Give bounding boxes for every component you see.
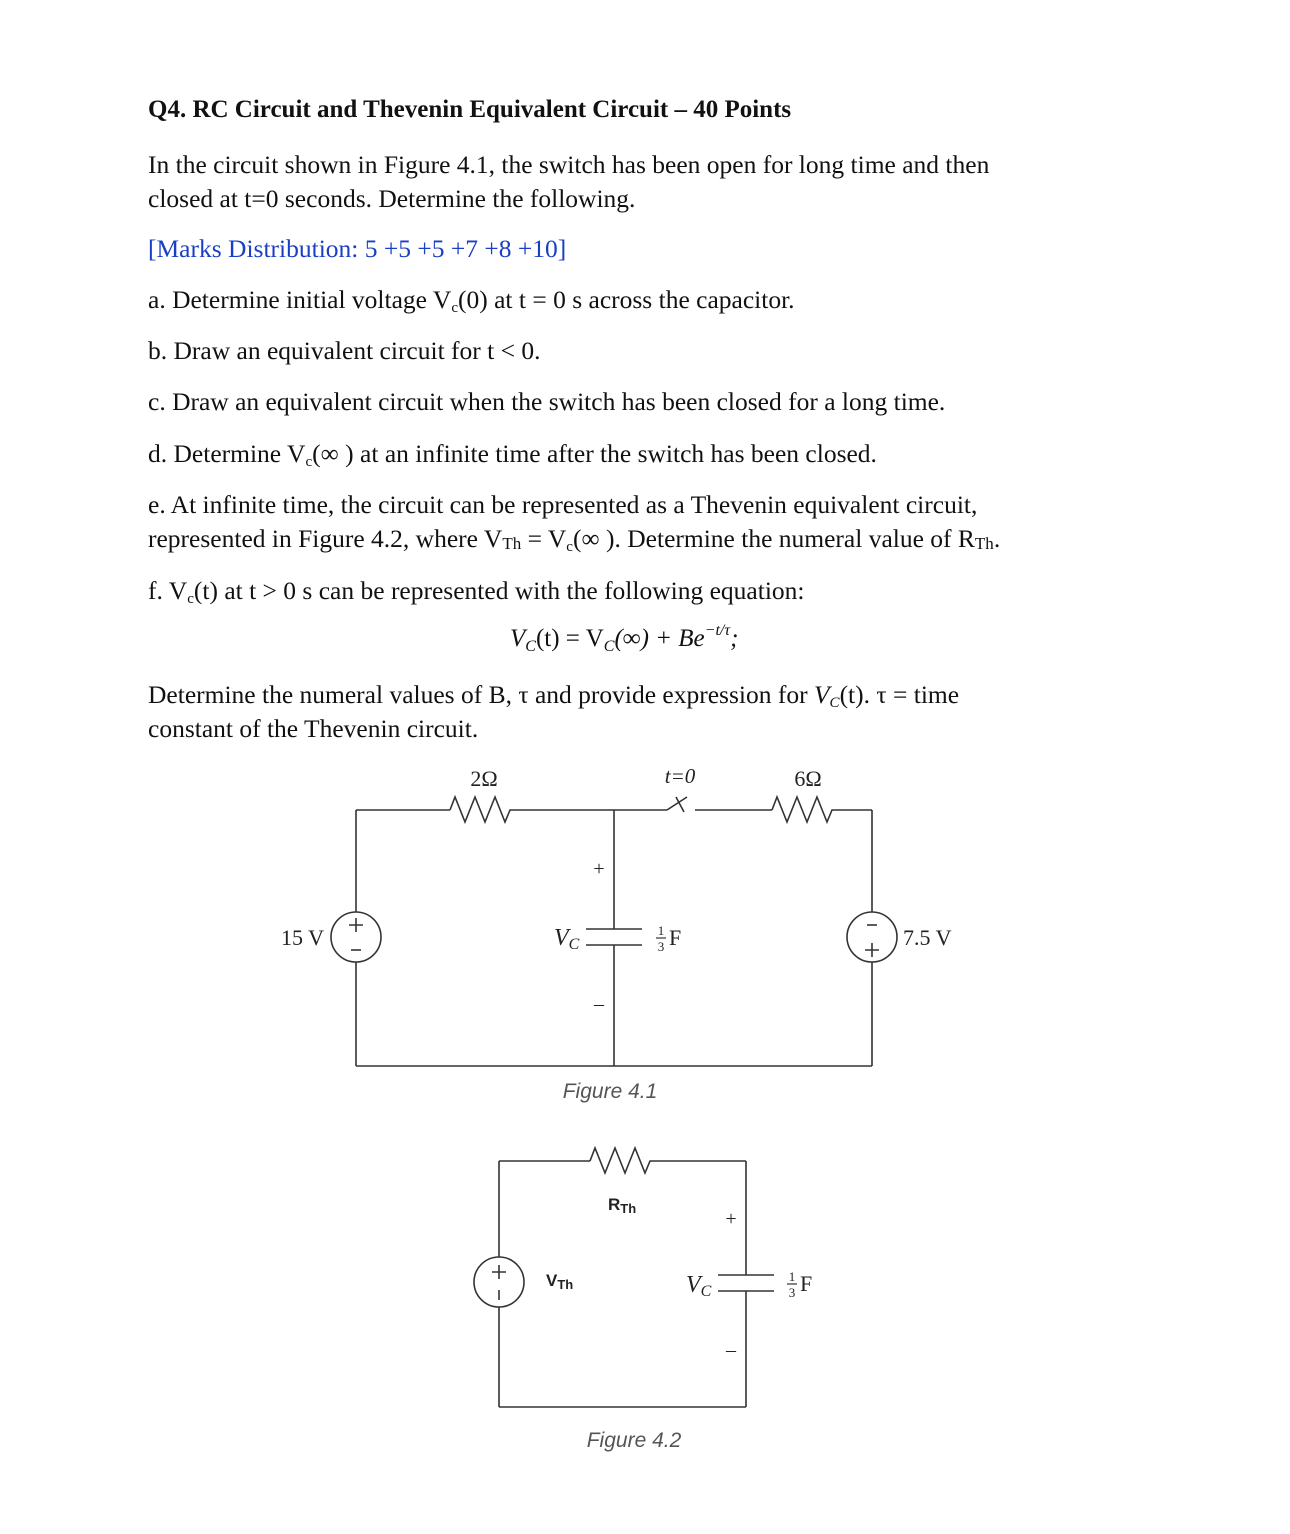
- part-e-sub: c: [566, 539, 573, 555]
- part-f-final-line-2: constant of the Thevenin circuit.: [148, 714, 479, 743]
- cap2-plus-label: +: [725, 1208, 737, 1230]
- label-switch: t=0: [664, 764, 696, 788]
- cap2-unit: F: [800, 1271, 813, 1296]
- part-b: b. Draw an equivalent circuit for t < 0.: [148, 336, 541, 365]
- label-7-5v: 7.5 V: [903, 925, 952, 950]
- part-e-line-1: e. At infinite time, the circuit can be represented as a Thevenin equivalent circuit,: [148, 490, 978, 519]
- label-15v: 15 V: [281, 925, 324, 950]
- label-2ohm: 2Ω: [470, 766, 498, 791]
- part-e-pre: represented in Figure 4.2, where V: [148, 524, 503, 553]
- capacitor-plates-2: [718, 1275, 774, 1291]
- cap2-den: 3: [788, 1285, 796, 1300]
- label-vth: VTh: [546, 1271, 574, 1292]
- cap2-minus-label: –: [726, 1339, 736, 1361]
- part-a-post: (0) at t = 0 s across the capacitor.: [457, 285, 795, 314]
- part-e-th: Th: [502, 534, 522, 553]
- cap1-den: 3: [657, 939, 665, 954]
- label-vc-2: VC: [686, 1272, 712, 1300]
- eq-mid: (t) = V: [535, 625, 604, 652]
- intro-line-1: In the circuit shown in Figure 4.1, the switch has been open for long time and then: [148, 150, 990, 179]
- part-a-pre: a. Determine initial voltage V: [148, 285, 452, 314]
- caption-figure-4-1: Figure 4.1: [562, 1080, 658, 1103]
- part-e-mid2: (∞ ). Determine the numeral value of R: [572, 524, 975, 553]
- cap1-minus-label: –: [594, 993, 604, 1015]
- part-f-post: (t) at t > 0 s can be represented with the following equation:: [193, 576, 805, 605]
- part-d-post: (∞ ) at an infinite time after the switch has been closed.: [312, 439, 877, 468]
- caption-figure-4-2: Figure 4.2: [586, 1429, 682, 1452]
- eq-exponent: −t/τ: [704, 622, 731, 639]
- eq-sub2: C: [603, 638, 615, 655]
- label-vc-1: VC: [554, 925, 580, 953]
- final-pre: Determine the numeral values of B, τ and provide expression for: [148, 680, 814, 709]
- marks-distribution: [Marks Distribution: 5 +5 +5 +7 +8 +10]: [148, 234, 567, 263]
- part-a-sub: c: [451, 300, 458, 316]
- eq-end: ;: [730, 625, 739, 652]
- label-rth: RTh: [608, 1195, 637, 1216]
- part-e-mid: = V: [521, 524, 567, 553]
- final-post: (t). τ = time: [839, 680, 960, 709]
- part-f-sub: c: [187, 591, 194, 607]
- part-d-pre: d. Determine V: [148, 439, 306, 468]
- part-c: c. Draw an equivalent circuit when the switch has been closed for a long time.: [148, 387, 946, 416]
- question-heading: Q4. RC Circuit and Thevenin Equivalent Circuit – 40 Points: [148, 96, 792, 123]
- intro-line-2: closed at t=0 seconds. Determine the following.: [148, 184, 636, 213]
- final-v: V: [813, 680, 830, 709]
- eq-tail: (∞) + Be: [614, 625, 705, 652]
- source3-plus: [492, 1265, 506, 1279]
- cap1-plus-label: +: [593, 858, 605, 880]
- part-e-end: .: [993, 524, 1001, 553]
- cap2-num: 1: [788, 1269, 796, 1284]
- eq-v1: V: [510, 625, 526, 652]
- eq-sub1: C: [525, 638, 536, 655]
- part-e-th2: Th: [974, 534, 994, 553]
- cap1-unit: F: [669, 925, 682, 950]
- resistor-rth: [590, 1148, 746, 1173]
- part-f-pre: f. V: [148, 576, 188, 605]
- final-sub: C: [829, 695, 840, 711]
- part-d-sub: c: [305, 454, 313, 470]
- label-6ohm: 6Ω: [794, 766, 822, 791]
- cap1-num: 1: [657, 923, 665, 938]
